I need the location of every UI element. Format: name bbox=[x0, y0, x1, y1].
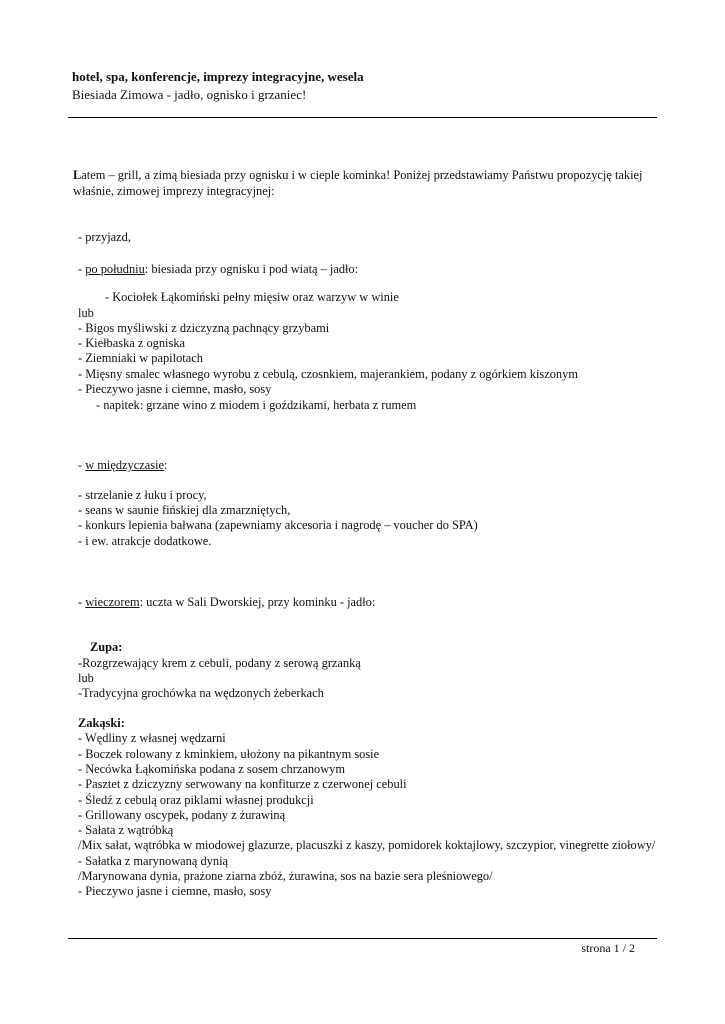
meantime-item: - i ew. atrakcje dodatkowe. bbox=[78, 534, 212, 548]
header-divider bbox=[68, 117, 657, 118]
meantime-prefix: - bbox=[78, 458, 86, 472]
afternoon-item: - Pieczywo jasne i ciemne, masło, sosy bbox=[78, 382, 272, 396]
meantime-label: w międzyczasie bbox=[85, 458, 165, 472]
meantime-item: - strzelanie z łuku i procy, bbox=[78, 488, 207, 502]
starter-item: - Pieczywo jasne i ciemne, masło, sosy bbox=[78, 884, 272, 898]
afternoon-item: lub bbox=[78, 306, 94, 320]
soup-item: -Rozgrzewający krem z cebuli, podany z serową grzanką bbox=[78, 656, 361, 670]
evening-label: wieczorem bbox=[85, 595, 140, 609]
header-subtitle: Biesiada Zimowa - jadło, ognisko i grzaniec! bbox=[72, 87, 307, 102]
afternoon-item: - Kiełbaska z ogniska bbox=[78, 336, 186, 350]
starter-item: - Śledź z cebulą oraz piklami własnej produkcji bbox=[78, 793, 314, 807]
footer-divider bbox=[68, 938, 657, 939]
header-title: hotel, spa, konferencje, imprezy integracyjne, wesela bbox=[72, 69, 364, 84]
starter-item: - Pasztet z dziczyzny serwowany na konfiturze z czerwonej cebuli bbox=[78, 777, 407, 791]
starter-item: - Wędliny z własnej wędzarni bbox=[78, 731, 226, 745]
intro-paragraph bbox=[73, 167, 653, 199]
meantime-item: - seans w saunie fińskiej dla zmarzniętych, bbox=[78, 503, 291, 517]
afternoon-item: - Bigos myśliwski z dziczyzną pachnący grzybami bbox=[78, 321, 330, 335]
evening-heading bbox=[78, 594, 375, 610]
page-number: strona 1 / 2 bbox=[581, 941, 635, 955]
starters-heading: Zakąski: bbox=[78, 716, 125, 730]
afternoon-item: - Mięsny smalec własnego wyrobu z cebulą, czosnkiem, majerankiem, podany z ogórkiem kiszonym bbox=[78, 367, 578, 381]
starter-item: /Mix sałat, wątróbka w miodowej glazurze, placuszki z kaszy, pomidorek koktajlowy, szczypior, vinegrette ziołowy/ bbox=[78, 838, 656, 852]
afternoon-text: : biesiada przy ognisku i pod wiatą – jadło: bbox=[144, 262, 359, 276]
starter-item: - Boczek rolowany z kminkiem, ułożony na pikantnym sosie bbox=[78, 747, 380, 761]
afternoon-item: - Ziemniaki w papilotach bbox=[78, 351, 203, 365]
starter-item: /Marynowana dynia, prażone ziarna zbóż, żurawina, sos na bazie sera pleśniowego/ bbox=[78, 869, 493, 883]
afternoon-label: po południu bbox=[85, 262, 145, 276]
soup-heading: Zupa: bbox=[90, 640, 123, 654]
meantime-heading bbox=[78, 457, 167, 473]
starter-item: - Necówka Łąkomińska podana z sosem chrzanowym bbox=[78, 762, 345, 776]
meantime-text: : bbox=[164, 458, 168, 472]
soup-item: lub bbox=[78, 671, 94, 685]
starter-item: - Sałatka z marynowaną dynią bbox=[78, 854, 229, 868]
afternoon-heading bbox=[78, 261, 358, 277]
meantime-item: - konkurs lepienia bałwana (zapewniamy akcesoria i nagrodę – voucher do SPA) bbox=[78, 518, 478, 532]
afternoon-item: - Kociołek Łąkomiński pełny mięsiw oraz warzyw w winie bbox=[105, 290, 399, 304]
afternoon-item: - napitek: grzane wino z miodem i goździkami, herbata z rumem bbox=[96, 398, 417, 412]
intro-dropcap: L bbox=[73, 168, 82, 182]
intro-text: atem – grill, a zimą biesiada przy ognisku i w cieple kominka! Poniżej przedstawiamy Państwu propozycję takiej właśnie, zimowej imprezy integracyjnej: bbox=[73, 168, 643, 198]
soup-item: -Tradycyjna grochówka na wędzonych żeberkach bbox=[78, 686, 324, 700]
afternoon-prefix: - bbox=[78, 262, 86, 276]
evening-text: : uczta w Sali Dworskiej, przy kominku - jadło: bbox=[139, 595, 376, 609]
evening-prefix: - bbox=[78, 595, 86, 609]
arrival-item: - przyjazd, bbox=[78, 230, 131, 244]
starter-item: - Grillowany oscypek, podany z żurawiną bbox=[78, 808, 286, 822]
starter-item: - Sałata z wątróbką bbox=[78, 823, 174, 837]
